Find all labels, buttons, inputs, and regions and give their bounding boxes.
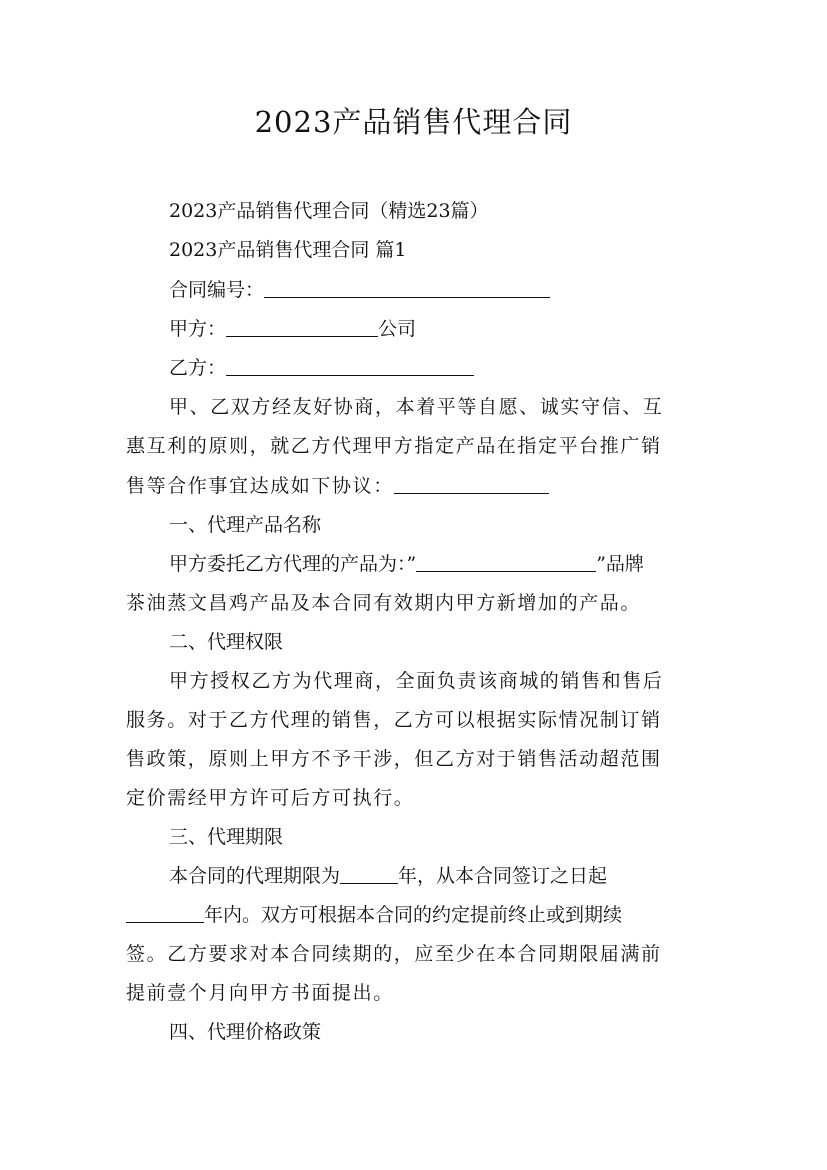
section-3-part2: 年，从本合同签订之日起 bbox=[398, 865, 608, 887]
party-b-line bbox=[169, 354, 702, 382]
intro-line bbox=[126, 472, 702, 500]
contract-number-label: 合同编号： bbox=[169, 279, 265, 301]
section-2-line: 定价需经甲方许可后方可执行。 bbox=[126, 787, 415, 809]
section-1-line bbox=[169, 550, 702, 578]
chapter-heading: 2023产品销售代理合同 篇1 bbox=[169, 239, 407, 261]
intro-text: 售等合作事宜达成如下协议： bbox=[126, 475, 394, 497]
section-3-line: 签。乙方要求对本合同续期的，应至少在本合同期限届满前 bbox=[126, 943, 662, 965]
document-title: 2023产品销售代理合同 bbox=[254, 105, 573, 139]
party-b-label: 乙方： bbox=[169, 357, 227, 379]
party-a-line bbox=[169, 315, 702, 343]
brand-blank bbox=[416, 552, 596, 572]
section-2-line: 甲方授权乙方为代理商，全面负责该商城的销售和售后 bbox=[169, 670, 664, 692]
party-a-blank bbox=[226, 317, 378, 337]
intro-line: 甲、乙双方经友好协商，本着平等自愿、诚实守信、互 bbox=[169, 396, 664, 418]
party-b-blank bbox=[226, 356, 474, 376]
contract-number-line bbox=[169, 276, 702, 304]
section-3-heading: 三、代理期限 bbox=[169, 826, 284, 848]
section-1-line: 茶油蒸文昌鸡产品及本合同有效期内甲方新增加的产品。 bbox=[126, 592, 642, 614]
term-years-blank bbox=[340, 864, 398, 884]
section-3-part3: 年内。双方可根据本合同的约定提前终止或到期续 bbox=[204, 904, 623, 926]
section-1-heading: 一、代理产品名称 bbox=[169, 514, 322, 536]
party-a-suffix: 公司 bbox=[378, 318, 417, 340]
section-4-heading: 四、代理价格政策 bbox=[169, 1021, 322, 1043]
contract-number-blank bbox=[264, 278, 550, 298]
party-a-label: 甲方： bbox=[169, 318, 227, 340]
section-1-prefix: 甲方委托乙方代理的产品为：” bbox=[169, 553, 417, 575]
section-3-line: 提前壹个月向甲方书面提出。 bbox=[126, 982, 394, 1004]
intro-line: 惠互利的原则，就乙方代理甲方指定产品在指定平台推广销 bbox=[126, 435, 662, 457]
section-2-line: 服务。对于乙方代理的销售，乙方可以根据实际情况制订销 bbox=[126, 709, 662, 731]
document-subtitle: 2023产品销售代理合同（精选23篇） bbox=[169, 200, 489, 222]
term-end-blank bbox=[126, 903, 204, 923]
section-2-line: 售政策，原则上甲方不予干涉，但乙方对于销售活动超范围 bbox=[126, 748, 662, 770]
section-3-part1: 本合同的代理期限为 bbox=[169, 865, 341, 887]
section-3-line bbox=[126, 901, 702, 929]
agreement-blank bbox=[394, 474, 549, 494]
section-2-heading: 二、代理权限 bbox=[169, 631, 284, 653]
section-1-suffix: ”品牌 bbox=[596, 553, 644, 575]
section-3-line bbox=[169, 862, 702, 890]
